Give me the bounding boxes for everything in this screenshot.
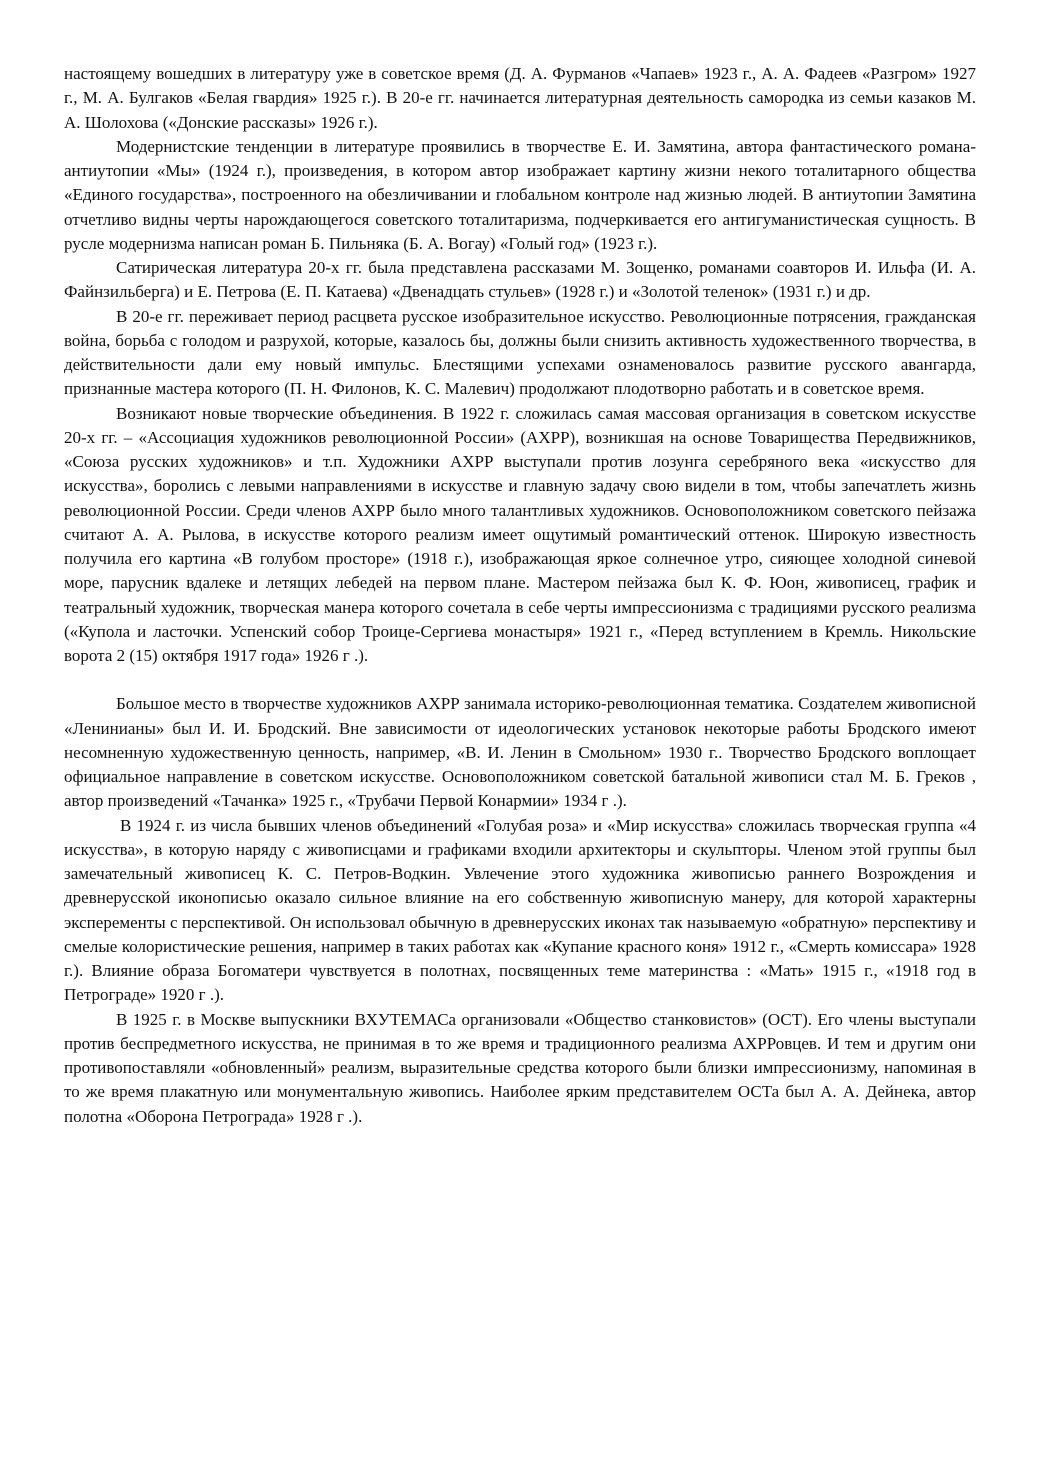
- paragraph-visual-arts: В 20-е гг. переживает период расцвета русское изобразительное искусство. Революционные потрясения, гражданская война, борьба с голодом и разрухой, которые, казалось бы, должны были снизить активность художественного творчества, в действительности дали ему новый импульс. Блестящими успехами ознаменовалось развитие русского авангарда, признанные мастера которого (П. Н. Филонов, К. С. Малевич) продолжают плодотворно работать и в советское время.: [64, 306, 976, 399]
- paragraph-historical-revolutionary: Большое место в творчестве художников АХРР занимала историко-революционная тематика. Создателем живописной «Ленинианы» был И. И. Бродский. Вне зависимости от идеологических установок некоторые работы Бродского имеют несомненную художественную ценность, например, «В. И. Ленин в Смольном» 1930 г.. Творчество Бродского воплощает официальное направление в советском искусстве. Основоположником советской батальной живописи стал М. Б. Греков , автор произведений «Тачанка» 1925 г., «Трубачи Первой Конармии» 1934 г .).: [64, 694, 976, 811]
- paragraph-gap: [64, 668, 976, 692]
- paragraph-four-arts: В 1924 г. из числа бывших членов объединений «Голубая роза» и «Мир искусства» сложилась творческая группа «4 искусства», в которую наряду с живописцами и графиками входили архитекторы и скульпторы. Членом этой группы был замечательный живописец К. С. Петров-Водкин. Увлечение этого художника живописью раннего Возрождения и древнерусской иконописью оказало сильное влияние на его собственную живописную манеру, для которой характерны эксперементы с перспективой. Он использовал обычную в древнерусских иконах так называемую «обратную» перспективу и смелые колористические решения, например в таких работах как «Купание красного коня» 1912 г., «Смерть комиссара» 1928 г.). Влияние образа Богоматери чувствуется в полотнах, посвященных теме материнства : «Мать» 1915 г., «1918 год в Петрограде» 1920 г .).: [64, 815, 976, 1005]
- paragraph-akhrr: Возникают новые творческие объединения. В 1922 г. сложилась самая массовая организация в советском искусстве 20-х гг. – «Ассоциация художников революционной России» (АХРР), возникшая на основе Товарищества Передвижников, «Союза русских художников» и т.п. Художники АХРР выступали против лозунга серебряного века «искусство для искусства», боролись с левыми направлениями в искусстве и главную задачу свою видели в том, чтобы запечатлеть жизнь революционной России. Среди членов АХРР было много талантливых художников. Основоположником советского пейзажа считают А. А. Рылова, в искусстве которого реализм имеет ощутимый романтический оттенок. Широкую известность получила его картина «В голубом просторе» (1918 г.), изображающая яркое солнечное утро, сияющее холодной синевой море, парусник вдалеке и летящих лебедей на первом плане. Мастером пейзажа был К. Ф. Юон, живописец, график и театральный художник, творческая манера которого сочетала в себе черты импрессионизма с традициями русского реализма («Купола и ласточки. Успенский собор Троице-Сергиева монастыря» 1921 г., «Перед вступлением в Кремль. Никольские ворота 2 (15) октября 1917 года» 1926 г .).: [64, 403, 976, 665]
- paragraph-modernism: Модернистские тенденции в литературе проявились в творчестве Е. И. Замятина, автора фантастического романа-антиутопии «Мы» (1924 г.), произведения, в котором автор изображает картину жизни некого тоталитарного общества «Единого государства», построенного на обезличивании и глобальном контроле над жизнью людей. В антиутопии Замятина отчетливо видны черты нарождающегося советского тоталитаризма, подчеркивается его антигуманистическая сущность. В русле модернизма написан роман Б. Пильняка (Б. А. Вогау) «Голый год» (1923 г.).: [64, 136, 976, 253]
- paragraph-satire: Сатирическая литература 20-х гг. была представлена рассказами М. Зощенко, романами соавторов И. Ильфа (И. А. Файнзильберга) и Е. Петрова (Е. П. Катаева) «Двенадцать стульев» (1928 г.) и «Золотой теленок» (1931 г.) и др.: [64, 258, 976, 302]
- document-page: [64, 62, 976, 1129]
- paragraph-literature-continued: настоящему вошедших в литературу уже в советское время (Д. А. Фурманов «Чапаев» 1923 г., А. А. Фадеев «Разгром» 1927 г., М. А. Булгаков «Белая гвардия» 1925 г.). В 20-е гг. начинается литературная деятельность самородка из семьи казаков М. А. Шолохова («Донские рассказы» 1926 г.).: [64, 64, 976, 132]
- paragraph-ost: В 1925 г. в Москве выпускники ВХУТЕМАСа организовали «Общество станковистов» (ОСТ). Его члены выступали против беспредметного искусства, не принимая в то же время и традиционного реализма АХРРовцев. И тем и другим они противопоставляли «обновленный» реализм, выразительные средства которого были близки импрессионизму, напоминая в то же время плакатную или монументальную живопись. Наиболее ярким представителем ОСТа был А. А. Дейнека, автор полотна «Оборона Петрограда» 1928 г .).: [64, 1009, 976, 1126]
